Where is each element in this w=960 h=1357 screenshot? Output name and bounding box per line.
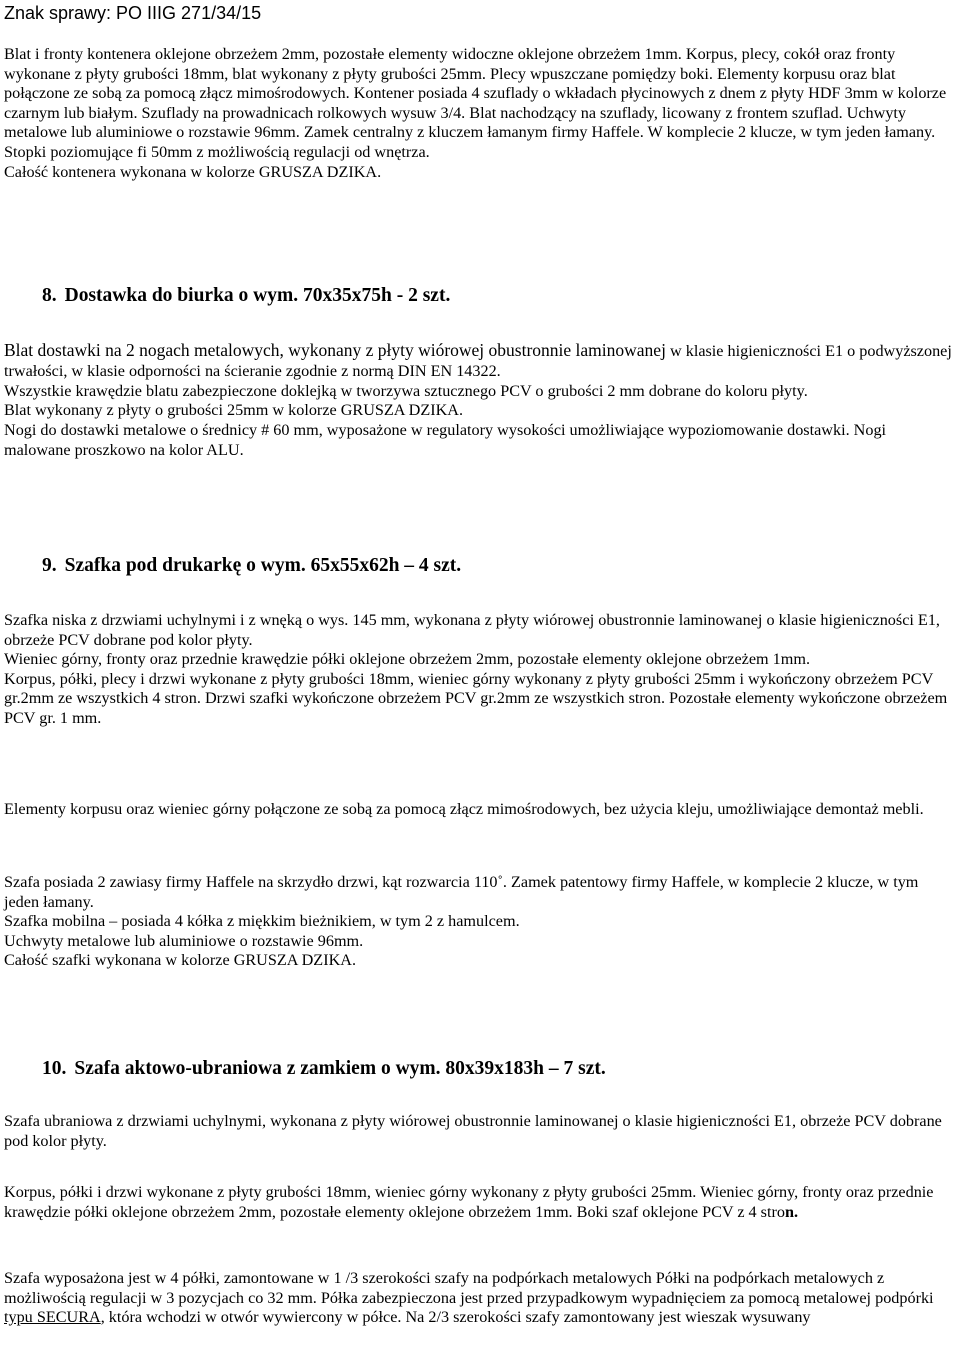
section-8-paragraph-1 [4,341,956,382]
section-10-body-c [4,1269,956,1328]
section-10-p2-bold-tail: n. [784,1202,799,1221]
section-9-paragraph-6: Szafka mobilna – posiada 4 kółka z miękkim bieżnikiem, w tym 2 z hamulcem. [4,912,520,931]
section-8-body [4,341,956,461]
section-9-paragraph-7: Uchwyty metalowe lub aluminiowe o rozstawie 96mm. [4,931,364,950]
section-9-paragraph-3 [4,670,956,729]
section-9-p3b: Drzwi szafki wykończone obrzeżem PCV gr.2mm ze wszystkich stron. Pozostałe elementy wykończone obrzeżem PCV gr. 1 mm. [4,689,948,727]
container-description [4,45,956,182]
section-10-title: Szafa aktowo-ubraniowa z zamkiem o wym. 80x39x183h – 7 szt. [74,1058,606,1079]
section-9-heading [42,554,461,578]
section-10-p3-before: Szafa wyposażona jest w 4 półki, zamontowane w 1 /3 szerokości szafy na podpórkach metalowych Półki na podpórkach metalowych z możliwością regulacji w 3 pozycjach co 32 mm. Półka zabezpieczona jest przed przypadkowym wypadnięciem za pomocą metalowej podpórki [4,1269,934,1307]
section-8-p1-lead: Blat dostawki na 2 nogach metalowych, wykonany z płyty wiórowej obustronnie laminowanej [4,340,666,360]
section-10-p2-main: Korpus, półki i drzwi wykonane z płyty grubości 18mm, wieniec górny wykonany z płyty grubości 25mm. Wieniec górny, fronty oraz przednie krawędzie półki oklejone obrzeżem 2mm, pozostałe elementy oklejone obrzeżem 1mm. Boki szaf oklejone PCV z 4 stro [4,1183,934,1221]
section-9-title: Szafka pod drukarkę o wym. 65x55x62h – 4 szt. [64,555,462,576]
section-10-heading [42,1057,606,1081]
section-8-heading [42,284,450,308]
section-9-p3a: Korpus, półki, plecy i drzwi wykonane z płyty grubości 18mm, wieniec górny wykonany z płyty grubości 25mm i wykończony obrzeżem PCV gr.2mm ze wszystkich 4 stron. [4,669,933,708]
section-9-number: 9. [42,555,57,576]
case-reference: Znak sprawy: PO IIIG 271/34/15 [4,3,262,23]
section-9-body-c [4,873,956,971]
section-8-number: 8. [42,285,57,306]
section-9-paragraph-2: Wieniec górny, fronty oraz przednie krawędzie półki oklejone obrzeżem 2mm, pozostałe elementy oklejone obrzeżem 1mm. [4,650,811,669]
section-9-paragraph-4: Elementy korpusu oraz wieniec górny połączone ze sobą za pomocą złącz mimośrodowych, bez użycia kleju, umożliwiające demontaż mebli. [4,800,924,818]
section-8-paragraph-4: Nogi do dostawki metalowe o średnicy # 60 mm, wyposażone w regulatory wysokości umożliwiające wypoziomowanie dostawki. Nogi malowane proszkowo na kolor ALU. [4,421,887,459]
container-color-line: Całość kontenera wykonana w kolorze GRUSZA DZIKA. [4,162,382,181]
section-10-paragraph-2 [4,1183,956,1222]
section-10-paragraph-3 [4,1269,956,1328]
section-10-paragraph-1: Szafa ubraniowa z drzwiami uchylnymi, wykonana z płyty wiórowej obustronnie laminowanej o klasie higieniczności E1, obrzeże PCV dobrane pod kolor płyty. [4,1112,942,1150]
section-10-p3-after: , która wchodzi w otwór wywiercony w półce. Na 2/3 szerokości szafy zamontowany jest wieszak wysuwany [100,1308,811,1327]
section-8-paragraph-3: Blat wykonany z płyty o grubości 25mm w kolorze GRUSZA DZIKA. [4,401,464,420]
section-10-p3-underlined: typu SECURA [4,1308,101,1327]
section-9-paragraph-8: Całość szafki wykonana w kolorze GRUSZA DZIKA. [4,951,357,970]
section-10-body-b [4,1183,956,1222]
section-8-title: Dostawka do biurka o wym. 70x35x75h - 2 szt. [64,285,451,306]
section-9-body-a [4,611,956,729]
section-10-number: 10. [42,1058,67,1079]
section-10-body-a [4,1112,956,1151]
container-paragraph: Blat i fronty kontenera oklejone obrzeżem 2mm, pozostałe elementy widoczne oklejone obrzeżem 1mm. Korpus, plecy, cokół oraz fronty wykonane z płyty grubości 18mm, blat wykonany z płyty grubości 25mm. Plecy wpuszczane pomiędzy boki. Elementy korpusu oraz blat połączone ze sobą za pomocą złącz mimośrodowych. Kontener posiada 4 szuflady o wkładach płycinowych z dnem z płyty HDF 3mm w kolorze czarnym lub białym. Szuflady na prowadnicach rolkowych wysuw 3/4. Blat nachodzący na szuflady, licowany z frontem szuflad. Uchwyty metalowe lub aluminiowe o rozstawie 96mm. Zamek centralny z kluczem łamanym firmy Haffele. W komplecie 2 klucze, w tym jeden łamany. Stopki poziomujące fi 50mm z możliwością regulacji od wnętrza. [4,45,947,161]
section-8-p1-rest: w klasie higieniczności E1 o podwyższonej trwałości, w klasie odporności na ścieranie zgodnie z normą DIN EN 14322. [4,342,952,380]
section-9-paragraph-1: Szafka niska z drzwiami uchylnymi i z wnęką o wys. 145 mm, wykonana z płyty wiórowej obustronnie laminowanej o klasie higieniczności E1, obrzeże PCV dobrane pod kolor płyty. [4,611,940,649]
section-9-body-b [4,800,956,820]
section-9-paragraph-5: Szafa posiada 2 zawiasy firmy Haffele na skrzydło drzwi, kąt rozwarcia 110˚. Zamek patentowy firmy Haffele, w komplecie 2 klucze, w tym jeden łamany. [4,873,919,911]
section-8-paragraph-2: Wszystkie krawędzie blatu zabezpieczone doklejką w tworzywa sztucznego PCV o grubości 2 mm dobrane do koloru płyty. [4,381,808,400]
